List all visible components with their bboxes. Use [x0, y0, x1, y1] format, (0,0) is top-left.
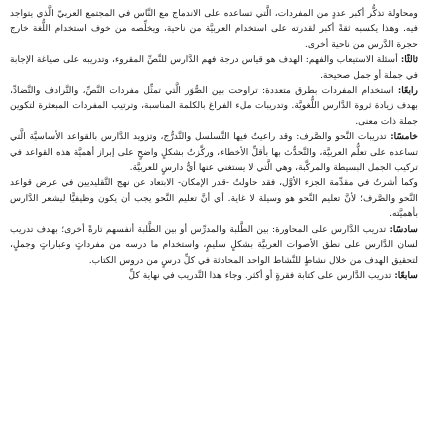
paragraph-third-text: أسئلة الاستيعاب والفهم: الهدف هو قياس درجة فهم الدَّارس للنَّصِّ المقروء، وتدريبه على صياغة الإجابة في جملة أو جمل صحيحة. [10, 54, 418, 81]
paragraph-seventh-label: سابعًا: [394, 269, 418, 281]
paragraph-fifth-label: خامسًا: [390, 131, 418, 143]
paragraph-third [10, 52, 418, 83]
paragraph-sixth [10, 222, 418, 268]
paragraph-fifth-continued [10, 175, 418, 221]
paragraph-intro [10, 6, 418, 52]
paragraph-sixth-text: تدريب الدَّارس على المحاورة: بين الطَّلبة والمدرِّس أو بين الطَّلبة أنفسهم تارةً أخرى؛ بهدف تدريب لسان الدَّارس على نطق الأصوات العربيَّة بشكلٍ سليمٍ، واستخدام ما درسه من مفرداتٍ وعباراتٍ وجملٍ، لتحقيق الهدف من خلال نشاطٍ للنَّشاط الواحد المحادثة في كلِّ درسٍ من دروس الكتاب. [10, 223, 418, 266]
paragraph-fourth-text: استخدام المفردات بطرق متعددة: تراوحت بين الصُّوَر الَّتي تمثِّل مفردات النَّصِّ، والتَّرادف والتَّضادِّ، بهدف زيادة ثروة الدَّارس اللُّغويَّة. وتدريبات ملء الفراغ بالكلمة المناسبة، وترتيب المفردات المبعثرة لتكوين جملة ذات معنى. [10, 85, 418, 127]
paragraph-third-label: ثالثًا: [400, 54, 418, 66]
paragraph-fifth [10, 129, 418, 175]
paragraph-intro-text: ومحاولة تذكُّر أكبر عددٍ من المفردات، الَّتي تساعده على الاندماج مع النَّاس في المجتمع العربيّ الَّذي يتواجد فيه. وهذا يكسبه ثقةً أكبر لقدرته على استخدام العربيَّة من ناحية، ويخلِّصه من خوف استخدام اللُّغة خارج حجرة الدَّرس من ناحية أخرى. [10, 8, 418, 50]
paragraph-sixth-label: سادسًا: [389, 223, 419, 235]
paragraph-fourth [10, 83, 418, 129]
paragraph-seventh [10, 268, 418, 283]
paragraph-fourth-label: رابعًا: [397, 85, 418, 97]
paragraph-seventh-text: تدريب الدَّارس على كتابة فقرةٍ أو أكثر. وجاء هذا التَّدريب في نهاية كلِّ [128, 269, 392, 281]
paragraph-fifth-text: تدريبات النَّحو والصَّرف: وقد راعيتُ فيها التَّسلسل والتَّدرُّج، وتزويد الدَّارس بالقواعد الأساسيَّة الَّتي تساعده على تعلُّم العربيَّة، والتَّحدُّث بها بأقلِّ الأخطاء، وركَّزتُ بشكلٍ واضحٍ على إبراز أهميَّة هذه القواعد في تركيب الجمل البسيطة والمركَّبة، وهي الَّتي لا يستغني عنها أيُّ دارسٍ للعربيَّة. [10, 131, 418, 174]
document-page [10, 6, 418, 426]
paragraph-fifth-continued-text: وكما أشرتُ في مقدِّمة الجزء الأوَّل، فقد حاولتُ -قدر الإمكان- الابتعاد عن نهج التَّقليديين في عرض قواعد النَّحو والصَّرف؛ لأنَّ تعليم النَّحو هو وسيلة لا غاية. أي أنَّ تعليم النَّحو يجب أن يكون وظيفيًّا ليشعر الدَّارس بأهميَّته. [10, 177, 418, 220]
